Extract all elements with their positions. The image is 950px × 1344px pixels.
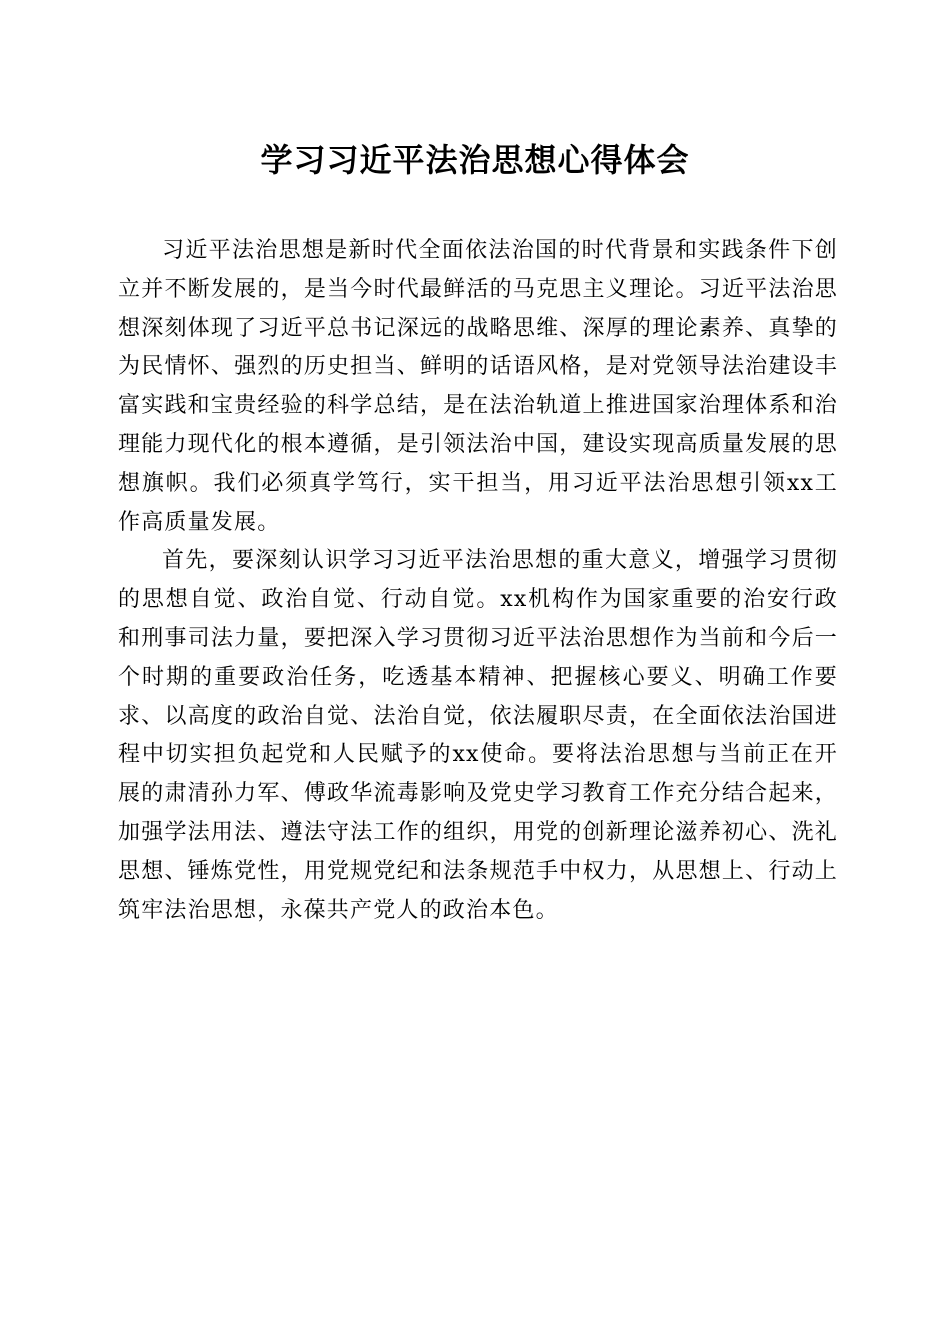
paragraph-1: 习近平法治思想是新时代全面依法治国的时代背景和实践条件下创立并不断发展的，是当今时代最鲜活的马克思主义理论。习近平法治思想深刻体现了习近平总书记深远的战略思维、深厚的理论素养、真挚的为民情怀、强烈的历史担当、鲜明的话语风格，是对党领导法治建设丰富实践和宝贵经验的科学总结，是在法治轨道上推进国家治理体系和治理能力现代化的根本遵循，是引领法治中国，建设实现高质量发展的思想旗帜。我们必须真学笃行，实干担当，用习近平法治思想引领xx工作高质量发展。 [118, 238, 838, 535]
document-title: 学习习近平法治思想心得体会 [260, 141, 690, 179]
document-body [118, 232, 838, 930]
paragraph-2: 首先，要深刻认识学习习近平法治思想的重大意义，增强学习贯彻的思想自觉、政治自觉、行动自觉。xx机构作为国家重要的治安行政和刑事司法力量，要把深入学习贯彻习近平法治思想作为当前和今后一个时期的重要政治任务，吃透基本精神、把握核心要义、明确工作要求、以高度的政治自觉、法治自觉，依法履职尽责，在全面依法治国进程中切实担负起党和人民赋予的xx使命。要将法治思想与当前正在开展的肃清孙力军、傅政华流毒影响及党史学习教育工作充分结合起来，加强学法用法、遵法守法工作的组织，用党的创新理论滋养初心、洗礼思想、锤炼党性，用党规党纪和法条规范手中权力，从思想上、行动上筑牢法治思想，永葆共产党人的政治本色。 [118, 548, 838, 923]
